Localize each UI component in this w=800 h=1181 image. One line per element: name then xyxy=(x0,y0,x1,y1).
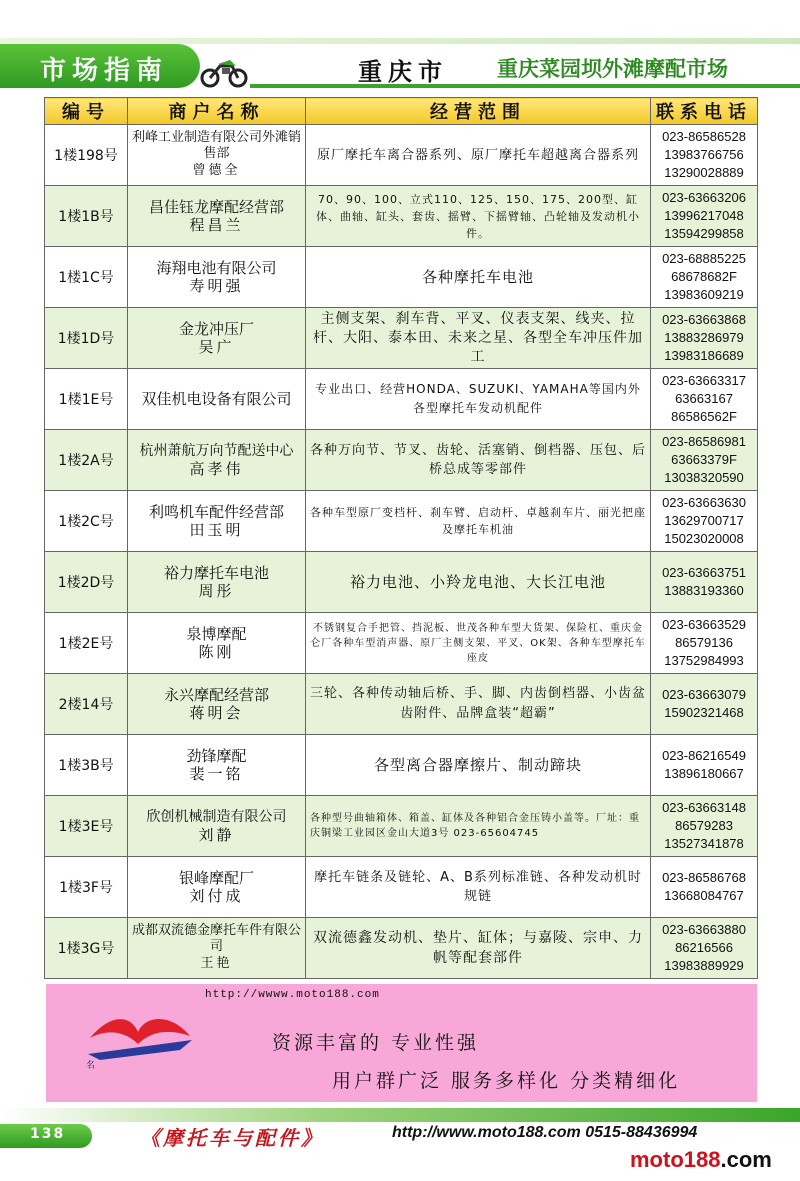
merchant-cell xyxy=(128,674,306,735)
promo-slogan-2: 用户群广泛 服务多样化 分类精细化 xyxy=(332,1070,681,1092)
business-scope: 双流德鑫发动机、垫片、缸体；与嘉陵、宗申、力帆等配套部件 xyxy=(306,918,651,979)
merchant-cell xyxy=(128,369,306,430)
merchant-name: 永兴摩配经营部 xyxy=(163,686,269,704)
phone-numbers: 023-63663079 15902321468 xyxy=(651,674,758,735)
contact-person: 田玉明 xyxy=(189,521,244,539)
promo-url: http://wwww.moto188.com xyxy=(205,989,380,1001)
phone-numbers: 023-63663630 13629700717 15023020008 xyxy=(651,491,758,552)
footer-contact: http://www.moto188.com 0515-88436994 xyxy=(392,1124,698,1141)
merchant-cell xyxy=(128,186,306,247)
magazine-title: 《摩托车与配件》 xyxy=(140,1126,324,1150)
booth-number: 1楼3F号 xyxy=(45,857,128,918)
merchant-name: 金龙冲压厂 xyxy=(178,320,254,338)
merchant-cell xyxy=(128,125,306,186)
footer-gradient-bar xyxy=(0,1108,800,1122)
contact-person: 刘静 xyxy=(198,826,235,844)
table-row xyxy=(45,369,758,430)
table-row xyxy=(45,552,758,613)
page-number: 138 xyxy=(30,1126,66,1142)
booth-number: 1楼1D号 xyxy=(45,308,128,369)
merchant-cell xyxy=(128,247,306,308)
table-row xyxy=(45,491,758,552)
table-row xyxy=(45,186,758,247)
contact-person: 高孝伟 xyxy=(189,460,244,478)
business-scope: 专业出口、经营HONDA、SUZUKI、YAMAHA等国内外各型摩托车发动机配件 xyxy=(306,369,651,430)
phone-numbers: 023-68885225 68678682F 13983609219 xyxy=(651,247,758,308)
merchant-table xyxy=(44,97,758,979)
merchant-cell xyxy=(128,857,306,918)
phone-numbers: 023-86586768 13668084767 xyxy=(651,857,758,918)
business-scope: 各种车型原厂变档杆、刹车臂、启动杆、卓越刹车片、丽光把座及摩托车机油 xyxy=(306,491,651,552)
business-scope: 主侧支架、刹车背、平叉、仪表支架、线夹、拉杆、大阳、泰本田、未来之星、各型全车冲压件加工 xyxy=(306,308,651,369)
booth-number: 1楼2E号 xyxy=(45,613,128,674)
merchant-name: 利鸣机车配件经营部 xyxy=(148,503,284,521)
booth-number: 1楼2C号 xyxy=(45,491,128,552)
phone-numbers: 023-63663751 13883193360 xyxy=(651,552,758,613)
brand-logo xyxy=(80,1010,200,1070)
business-scope: 原厂摩托车离合器系列、原厂摩托车超越离合器系列 xyxy=(306,125,651,186)
phone-numbers: 023-63663880 86216566 13983889929 xyxy=(651,918,758,979)
phone-numbers: 023-63663206 13996217048 13594299858 xyxy=(651,186,758,247)
contact-person: 王艳 xyxy=(200,956,233,971)
merchant-name: 利峰工业制造有限公司外滩销售部 xyxy=(132,130,302,161)
merchant-name: 泉博摩配 xyxy=(186,625,247,643)
merchant-name: 银峰摩配厂 xyxy=(178,869,254,887)
booth-number: 1楼1B号 xyxy=(45,186,128,247)
contact-person: 裴一铭 xyxy=(189,765,244,783)
table-row xyxy=(45,857,758,918)
motorcycle-icon xyxy=(200,48,248,88)
merchant-cell xyxy=(128,613,306,674)
booth-number: 2楼14号 xyxy=(45,674,128,735)
business-scope: 不锈钢复合手把管、挡泥板、世茂各种车型大货架、保险杠、重庆金仑厂各种车型消声器、原厂主侧支架、平叉、OK架、各种车型摩托车座皮 xyxy=(306,613,651,674)
business-scope: 各型离合器摩擦片、制动蹄块 xyxy=(306,735,651,796)
merchant-cell xyxy=(128,308,306,369)
logo-text: 名 xyxy=(86,1061,96,1070)
business-scope: 裕力电池、小羚龙电池、大长江电池 xyxy=(306,552,651,613)
table-row xyxy=(45,918,758,979)
phone-numbers: 023-86586528 13983766756 13290028889 xyxy=(651,125,758,186)
table-row xyxy=(45,674,758,735)
merchant-cell xyxy=(128,918,306,979)
booth-number: 1楼1E号 xyxy=(45,369,128,430)
phone-numbers: 023-63663868 13883286979 13983186689 xyxy=(651,308,758,369)
merchant-name: 欣创机械制造有限公司 xyxy=(146,809,287,825)
table-row xyxy=(45,735,758,796)
table-row xyxy=(45,796,758,857)
section-title: 市场指南 xyxy=(40,56,169,86)
contact-person: 吴广 xyxy=(198,338,235,356)
booth-number: 1楼1C号 xyxy=(45,247,128,308)
watermark-main: moto188 xyxy=(630,1147,721,1172)
merchant-name: 杭州萧航万向节配送中心 xyxy=(139,443,294,459)
booth-number: 1楼198号 xyxy=(45,125,128,186)
booth-number: 1楼2D号 xyxy=(45,552,128,613)
contact-person: 程昌兰 xyxy=(189,216,244,234)
column-header: 编号 xyxy=(45,98,128,125)
market-title: 重庆菜园坝外滩摩配市场 xyxy=(497,57,728,81)
table-header-row xyxy=(45,98,758,125)
table-row xyxy=(45,125,758,186)
phone-numbers: 023-86216549 13896180667 xyxy=(651,735,758,796)
booth-number: 1楼3E号 xyxy=(45,796,128,857)
merchant-name: 劲锋摩配 xyxy=(186,747,247,765)
column-header: 经营范围 xyxy=(306,98,651,125)
contact-person: 刘付成 xyxy=(189,887,244,905)
merchant-name: 成都双流德金摩托车件有限公司 xyxy=(132,923,302,954)
business-scope: 三轮、各种传动轴后桥、手、脚、内齿倒档器、小齿盆齿附件、品牌盒装“超霸” xyxy=(306,674,651,735)
header-rule xyxy=(250,84,800,88)
business-scope: 各种型号曲轴箱体、箱盖、缸体及各种铝合金压铸小盖等。厂址：重庆铜梁工业园区金山大道3号 023-65604745 xyxy=(306,796,651,857)
watermark-suffix: .com xyxy=(720,1147,772,1172)
column-header: 联系电话 xyxy=(651,98,758,125)
merchant-name: 昌佳钰龙摩配经营部 xyxy=(148,198,284,216)
business-scope: 70、90、100、立式110、125、150、175、200型、缸体、曲轴、缸头、套齿、摇臂、下摇臂轴、凸轮轴及发动机小件。 xyxy=(306,186,651,247)
merchant-cell xyxy=(128,430,306,491)
promo-slogan-1: 资源丰富的 专业性强 xyxy=(272,1032,480,1054)
merchant-name: 海翔电池有限公司 xyxy=(156,259,277,277)
table-row xyxy=(45,430,758,491)
column-header: 商户名称 xyxy=(128,98,306,125)
contact-person: 周彤 xyxy=(198,582,235,600)
contact-person: 寿明强 xyxy=(189,277,244,295)
merchant-name: 双佳机电设备有限公司 xyxy=(141,390,292,408)
phone-numbers: 023-86586981 63663379F 13038320590 xyxy=(651,430,758,491)
phone-numbers: 023-63663317 63663167 86586562F xyxy=(651,369,758,430)
booth-number: 1楼3B号 xyxy=(45,735,128,796)
business-scope: 各种摩托车电池 xyxy=(306,247,651,308)
phone-numbers: 023-63663148 86579283 13527341878 xyxy=(651,796,758,857)
merchant-cell xyxy=(128,735,306,796)
business-scope: 摩托车链条及链轮、A、B系列标准链、各种发动机时规链 xyxy=(306,857,651,918)
merchant-cell xyxy=(128,491,306,552)
contact-person: 曾德全 xyxy=(192,163,241,178)
watermark xyxy=(630,1147,772,1173)
table-row xyxy=(45,247,758,308)
table-row xyxy=(45,613,758,674)
merchant-cell xyxy=(128,552,306,613)
contact-person: 陈刚 xyxy=(198,643,235,661)
booth-number: 1楼3G号 xyxy=(45,918,128,979)
city-title: 重庆市 xyxy=(358,57,448,86)
phone-numbers: 023-63663529 86579136 13752984993 xyxy=(651,613,758,674)
merchant-name: 裕力摩托车电池 xyxy=(163,564,269,582)
merchant-cell xyxy=(128,796,306,857)
booth-number: 1楼2A号 xyxy=(45,430,128,491)
table-row xyxy=(45,308,758,369)
contact-person: 蒋明会 xyxy=(189,704,244,722)
business-scope: 各种万向节、节叉、齿轮、活塞销、倒档器、压包、后桥总成等零部件 xyxy=(306,430,651,491)
